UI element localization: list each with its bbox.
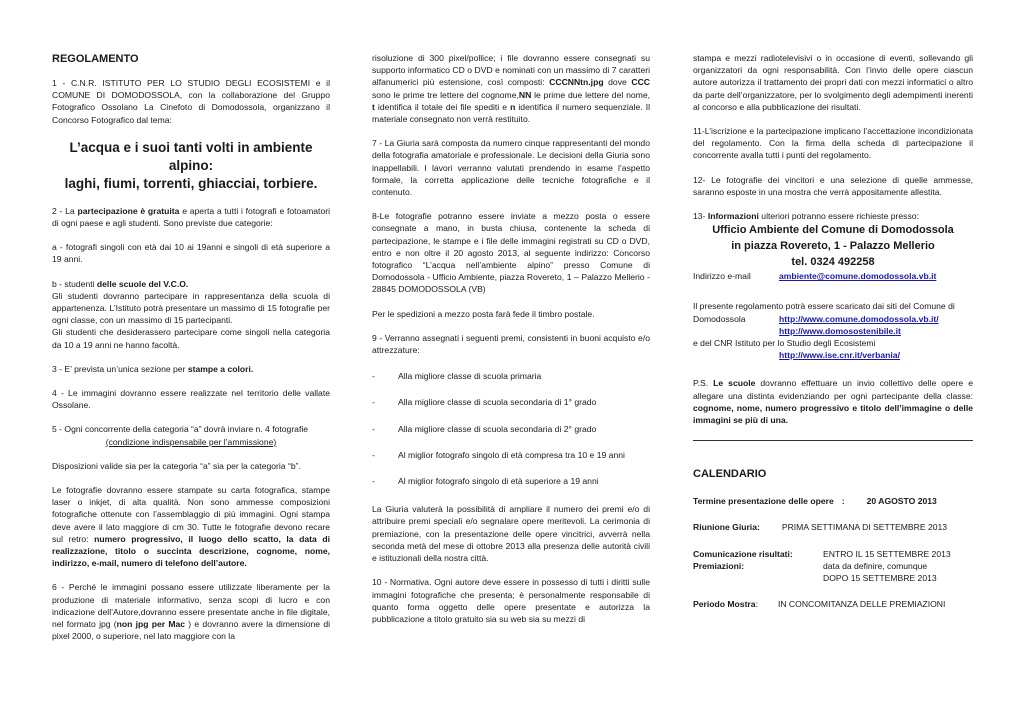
text: identifica il numero sequenziale. Il materiale consegnato non verrà restituito. [372,101,651,125]
text: sono le prime tre lettere del cognome, [372,89,519,100]
calendar-row [693,572,973,584]
contest-theme-title [52,139,330,193]
text: identifica il totale dei file spediti e [374,101,511,112]
bullet-dash: - [372,371,375,382]
office-address: in piazza Rovereto, 1 - Palazzo Mellerio [731,240,935,253]
article-6 [52,581,330,642]
prize-label: Al miglior fotografo singolo di età compresa tra 10 e 19 anni [398,449,625,460]
text: P.S. [693,378,714,389]
text-bold: non jpg per Mac [116,619,186,630]
calendar-key: Termine presentazione delle opere [693,496,834,507]
calendar-value: 20 AGOSTO 2013 [866,496,937,507]
postal-note: Per le spedizioni a mezzo posta farà fede il timbro postale. [372,308,595,319]
text: le prime due lettere del nome, [531,89,650,100]
category-b-detail: Gli studenti dovranno partecipare in rappresentanza della scuola di appartenenza. L’Istituto potrà presentare un massimo di 15 fotografie per ogni classe, con un massimo di 15 partecipanti. [52,290,330,326]
article-13 [693,210,973,222]
prize-label: Al miglior fotografo singolo di età superiore a 19 anni [398,476,599,487]
email-label: Indirizzo e-mail [693,271,751,282]
calendar-key: Periodo Mostra [693,599,756,610]
calendar-row [693,521,973,533]
text: 13- [693,211,708,222]
prize-item [372,449,650,461]
article-7: 7 - La Giuria sarà composta da numero cinque rappresentanti del mondo della fotografia amatoriale e professionale. Le decisioni della Giuria sono inappellabili. I lavori verranno valutati prendendo in esame l’aspetto formale, la corretta applicazione delle tecniche fotografiche e il contenuto. [372,138,650,198]
text: dovranno effettuare un invio collettivo delle opere e allegare una distinta evidenziando per ogni partecipante della classe: [693,378,973,401]
calendar-row [693,548,973,560]
calendar-key: Riunione Giuria: [693,522,760,533]
calendar-row [693,560,973,572]
bullet-dash: - [372,476,375,487]
office-name: Ufficio Ambiente del Comune di Domodossola [712,224,954,237]
category-a: a - fotografi singoli con età dai 10 ai 19anni e singoli di età superiore a 19 anni. [52,242,330,265]
theme-line-1: L’acqua e i suoi tanti volti in ambiente alpino: [69,139,313,173]
article-12: 12- Le fotografie dei vincitori e una selezione di quelle ammesse, saranno esposte in una mostra che verrà appositamente allestita. [693,174,973,197]
regolamento-heading: REGOLAMENTO [52,53,139,65]
office-phone: tel. 0324 492258 [791,256,875,269]
text-bold: cognome, nome, numero progressivo e titolo dell’immagine o delle immagini se più di una. [693,402,973,426]
link-row [693,313,973,325]
text: e aperta a tutti i fotografi e fotoamatori di ogni paese e agli studenti. Sono previste due categorie: [52,205,330,229]
text-bold: NN [518,89,532,100]
link-row [693,349,973,361]
comune-link[interactable]: http://www.comune.domodossola.vb.it/ [779,313,939,324]
prize-label: Alla migliore classe di scuola secondaria di 1° grado [398,397,597,408]
prize-item [372,396,650,408]
text-bold: CCCNNtn.jpg [549,77,604,88]
prize-item [372,423,650,435]
domosostenibile-link[interactable]: http://www.domosostenibile.it [779,325,901,336]
prize-item [372,475,650,487]
text: dove [603,77,632,88]
shared-provisions: Disposizioni valide sia per la categoria “a” sia per la categoria “b”. [52,460,301,471]
text-bold: partecipazione è gratuita [77,205,180,216]
ps-note [693,377,973,426]
email-link[interactable]: ambiente@comune.domodossola.vb.it [779,271,937,282]
text: Domodossola [693,313,746,324]
theme-line-2: laghi, fiumi, torrenti, ghiacciai, torbiere. [64,175,318,191]
calendar-key: Premiazioni: [693,560,745,571]
prize-item [372,370,650,382]
article-1: 1 - C.N.R. ISTITUTO PER LO STUDIO DEGLI ECOSISTEMI e il COMUNE DI DOMODOSSOLA, con la collaborazione del Gruppo Fotografico Ossolano La Cinefoto di Domodossola, organizzano il Concorso Fotografico dal tema: [52,78,330,125]
bullet-dash: - [372,449,375,460]
article-5: 5 - Ogni concorrente della categoria “a” dovrà inviare n. 4 fotografie [52,424,309,435]
article-4: 4 - Le immagini dovranno essere realizzate nel territorio delle vallate Ossolane. [52,388,330,411]
text-bold: numero progressivo, il luogo dello scatto, la data di realizzazione, titolo o succinta descrizione, cognome, nome, indirizzo, e-mail, numero di telefono dell’autore. [52,533,330,569]
article-3 [52,363,330,375]
text: risoluzione di 300 pixel/pollice; i file dovranno essere consegnati su supporto informatico CD o DVD e nominati con un massimo di 7 caratteri alfanumerici più estensione, così composti: [372,53,650,88]
text-bold: Le scuole [713,378,756,389]
calendar-key-empty [693,572,823,584]
calendario-heading: CALENDARIO [693,468,767,481]
calendar-value: DOPO 15 SETTEMBRE 2013 [823,573,937,584]
column-right [693,52,973,624]
text-bold: Informazioni [707,211,759,222]
calendar-row [693,495,973,507]
text-bold: t [372,101,375,112]
text: ulteriori potranno essere richieste presso: [758,211,919,222]
text-bold: CCC [631,77,650,88]
column-left [52,52,330,643]
text: 2 - La [52,205,78,216]
text: 3 - E’ prevista un’unica sezione per [52,363,188,374]
text: Le fotografie dovranno essere stampate su carta fotografica, stampe laser o inkjet, di alta qualità. Non sono ammesse composizioni fotografiche ottenute con l’assemblaggio di più immagini. Ogni stampa deve avere il lato maggiore di cm 30. Tutte le fotografie devono recare sul retro: [52,485,330,544]
article-10: 10 - Normativa. Ogni autore deve essere in possesso di tutti i diritti sulle immagini fotografiche che presenta; è personalmente responsabile di quanto forma oggetto delle opere presentate e autorizza la pubblicazione a titolo gratuito sia su web sia su mezzi di [372,577,650,624]
calendar-sep: : [841,496,845,507]
calendar-key: Comunicazione risultati: [693,548,793,559]
bullet-dash: - [372,423,375,434]
divider [693,440,973,441]
article-5-condition [52,436,330,448]
text-bold: n [510,101,516,112]
calendar-value: PRIMA SETTIMANA DI SETTEMBRE 2013 [781,522,948,533]
text-bold: stampe a colori. [187,363,254,374]
article-8: 8-Le fotografie potranno essere inviate a mezzo posta o essere consegnate a mano, in busta chiusa, contenente la scheda di partecipazione, le stampe e i file delle immagini registrati su CD o DVD, entro e non oltre il 20 agosto 2013, al seguente indirizzo: Concorso fotografico “L’acqua nell’ambiente alpino” presso Comune di Domodossola - Ufficio Ambiente, piazza Rovereto, 1 – Palazzo Mellerio - 28845 DOMODOSSOLA (VB) [372,211,650,295]
calendar-value: data da definire, comunque [823,560,928,571]
prize-label: Alla migliore classe di scuola primaria [398,371,542,382]
text: ) e dovranno avere la dimensione di pixel 2000, o superiore, nel lato maggiore con la [52,619,331,642]
category-b-note: Gli studenti che desiderassero partecipare come singoli nella categoria da 10 a 19 anni ne hanno facoltà. [52,327,330,350]
calendar-sep: : [755,599,758,610]
print-requirements [52,484,330,569]
prize-label: Alla migliore classe di scuola secondaria di 2° grado [398,423,597,434]
ise-cnr-link[interactable]: http://www.ise.cnr.it/verbania/ [779,350,900,361]
link-row [693,325,973,337]
contact-office [693,222,973,270]
cnr-note: e del CNR Istituto per lo Studio degli Ecosistemi [693,338,876,349]
bullet-dash: - [372,397,375,408]
file-naming [372,52,650,125]
category-b [52,278,330,290]
column-middle [372,52,650,625]
article-9: 9 - Verranno assegnati i seguenti premi, consistenti in buoni acquisto e/o attrezzature: [372,332,650,356]
calendar-value: ENTRO IL 15 SETTEMBRE 2013 [823,548,951,559]
text: b - studenti [52,278,97,289]
data-consent: stampa e mezzi radiotelevisivi o in occasione di eventi, sollevando gli organizzatori da ogni responsabilità. Con l’invio delle opere ciascun autore autorizza il trattamento dei propri dati con mezzi informatici o altro da parte dell’organizzatore, per lo svolgimento degli adempimenti inerenti al concorso e alla pubblicazione dei risultati. [693,53,973,112]
article-2 [52,205,330,229]
calendar-value: IN CONCOMITANZA DELLE PREMIAZIONI [777,599,946,610]
jury-extra-prizes: La Giuria valuterà la possibilità di ampliare il numero dei premi e/o di attribuire premi speciali e/o segnalare opere meritevoli. La cerimonia di premiazione, con la presentazione delle opere vincitrici, avverrà nella seconda metà del mese di ottobre 2013 alla presenza delle autorità civili e istituzionali della nostra città. [372,504,650,564]
text: 6 - Perché le immagini possano essere utilizzate liberamente per la produzione di materiale informativo, senza scopi di lucro e con indicazione dell’Autore,dovranno essere presentate anche in file digitale, nel formato jpg ( [52,582,330,630]
download-note: Il presente regolamento potrà essere scaricato dai siti del Comune di [693,301,955,312]
text-underlined: (condizione indispensabile per l’ammissione) [105,436,277,447]
article-11: 11-L’iscrizione e la partecipazione implicano l’accettazione incondizionata del regolamento. Con la firma della scheda di partecipazione il concorrente avalla tutti i punti del regolamento. [693,126,973,161]
text-bold: delle scuole del V.C.O. [96,278,189,289]
email-row [693,270,973,282]
calendar-row [693,598,973,610]
